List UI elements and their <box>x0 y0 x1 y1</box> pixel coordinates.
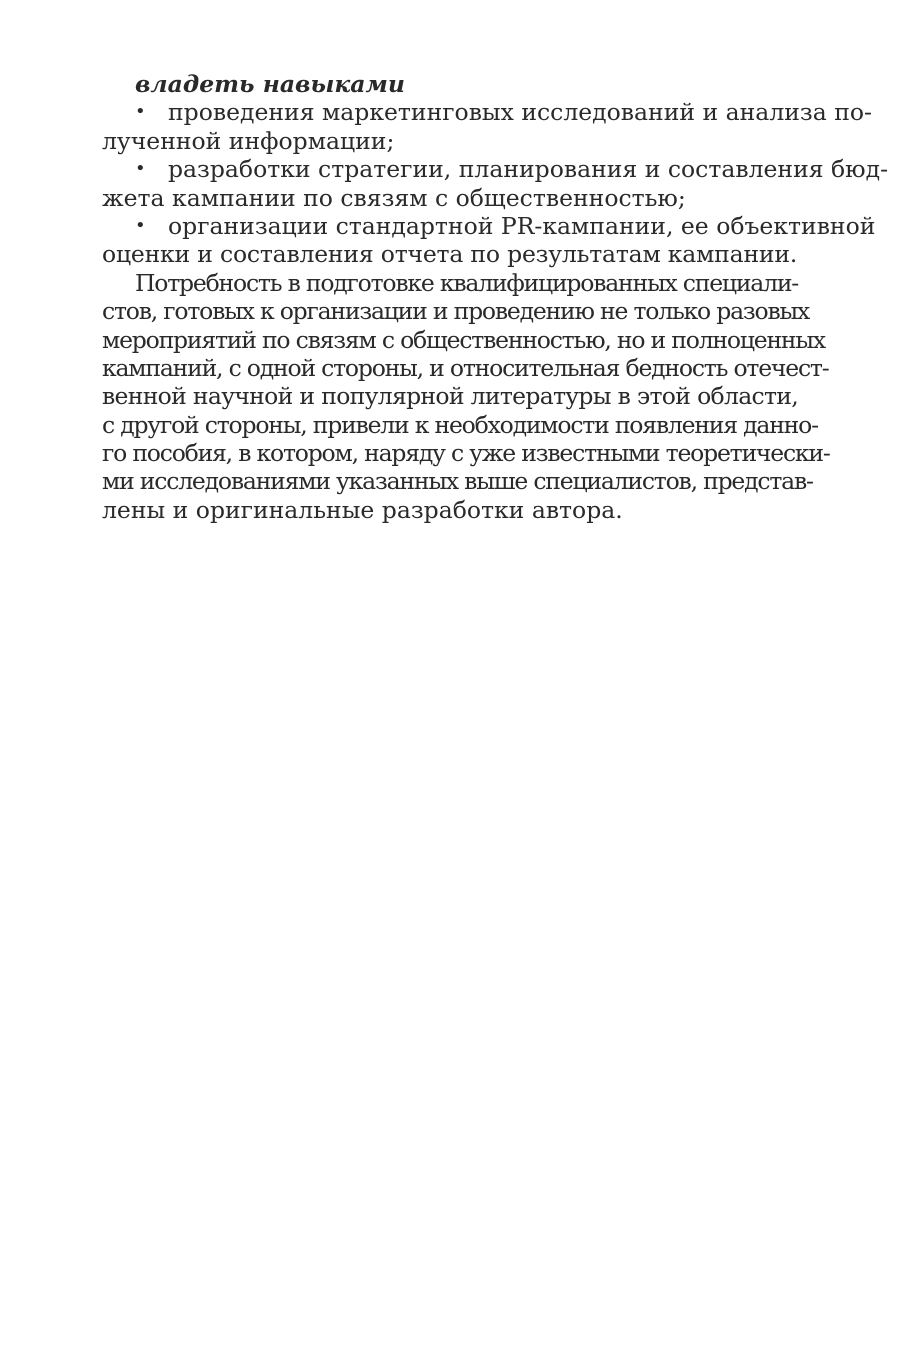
bullet-line: проведения маркетинговых исследований и анализа по- <box>168 98 872 127</box>
paragraph-line: Потребность в подготовке квалифицированных специали- <box>135 268 799 297</box>
bullet-icon: • <box>135 214 146 236</box>
bullet-item-2 <box>102 155 889 184</box>
paragraph-line: стов, готовых к организации и проведению не только разовых <box>102 297 810 326</box>
body-paragraph <box>102 268 830 525</box>
bullet-line: разработки стратегии, планирования и составления бюд- <box>168 155 889 184</box>
bullet-item-1 <box>102 98 872 127</box>
document-page <box>102 70 889 524</box>
paragraph-line: мероприятий по связям с общественностью, но и полноценных <box>102 325 825 354</box>
bullet-line: оценки и составления отчета по результатам кампании. <box>102 240 798 269</box>
paragraph-line: лены и оригинальные разработки автора. <box>102 495 623 524</box>
paragraph-line: венной научной и популярной литературы в этой области, <box>102 382 798 411</box>
bullet-line: организации стандартной PR-кампании, ее объективной <box>168 211 876 240</box>
paragraph-line: кампаний, с одной стороны, и относительная бедность отечест- <box>102 353 829 382</box>
paragraph-line: го пособия, в котором, наряду с уже известными теоретически- <box>102 439 830 468</box>
bullet-line: лученной информации; <box>102 126 395 155</box>
bullet-line: жета кампании по связям с общественностью; <box>102 183 686 212</box>
skills-heading: владеть навыками <box>135 70 405 98</box>
bullet-icon: • <box>135 101 146 123</box>
bullet-item-3 <box>102 211 876 240</box>
paragraph-line: ми исследованиями указанных выше специалистов, представ- <box>102 467 813 496</box>
paragraph-line: с другой стороны, привели к необходимости появления данно- <box>102 410 818 439</box>
bullet-icon: • <box>135 158 146 180</box>
